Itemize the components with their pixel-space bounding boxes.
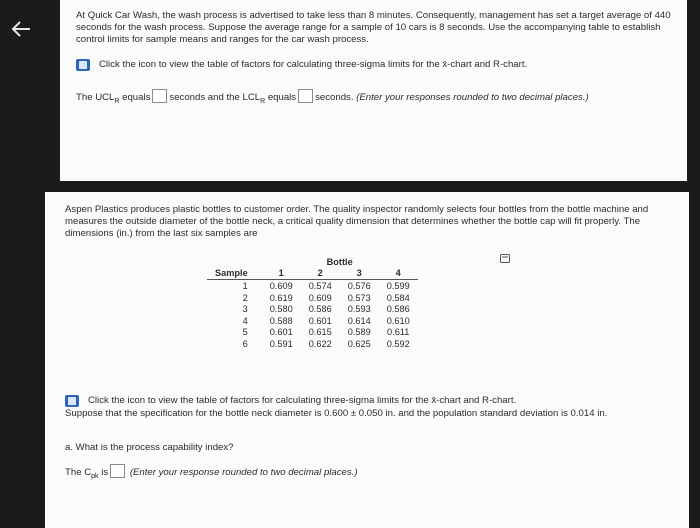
- measurement-cell: 0.609: [308, 292, 332, 303]
- lcl-subscript: R: [260, 97, 266, 105]
- bottle-data-table: [207, 256, 418, 350]
- bottle-col-header: 3: [356, 268, 362, 279]
- sample-number: 5: [242, 327, 248, 338]
- measurement-cell: 0.619: [269, 292, 293, 303]
- measurement-cell: 0.586: [308, 304, 332, 315]
- factors-table-icon[interactable]: [76, 59, 90, 71]
- part-a-question: a. What is the process capability index?: [65, 442, 234, 453]
- problem1-note: (Enter your responses rounded to two decimal places.): [356, 92, 589, 103]
- problem1-panel: [60, 0, 687, 181]
- problem2-panel: [45, 192, 689, 528]
- bottle-group-header: Bottle: [326, 256, 353, 267]
- measurement-cell: 0.622: [308, 338, 332, 349]
- measurement-cell: 0.580: [269, 304, 293, 315]
- measurement-cell: 0.573: [347, 292, 371, 303]
- measurement-cell: 0.589: [347, 327, 371, 338]
- bottle-col-header: 2: [317, 268, 323, 279]
- cpk-subscript: pk: [91, 472, 99, 480]
- measurement-cell: 0.601: [269, 327, 293, 338]
- problem1-factors-row[interactable]: [76, 59, 675, 71]
- measurement-cell: 0.586: [386, 304, 410, 315]
- problem2-intro: Aspen Plastics produces plastic bottles to customer order. The quality inspector randomly selects four bottles from the bottle machine and measures the outside diameter of the bottle neck, a critical quality dimension that determines whether the bottle cap will fit properly. The dimensions (in.) from the last six samples are: [65, 204, 649, 239]
- lcl-r-input[interactable]: [298, 89, 313, 103]
- cpk-note: (Enter your response rounded to two decimal places.): [129, 467, 358, 478]
- lcl-label: seconds and the LCL: [169, 92, 261, 103]
- measurement-cell: 0.615: [308, 327, 332, 338]
- ucl-r-input[interactable]: [152, 89, 167, 103]
- measurement-cell: 0.599: [386, 280, 410, 291]
- measurement-cell: 0.601: [308, 315, 332, 326]
- sample-number: 4: [242, 315, 248, 326]
- measurement-cell: 0.611: [387, 327, 410, 338]
- equals-text-1: equals: [122, 92, 151, 103]
- measurement-cell: 0.591: [269, 338, 293, 349]
- measurement-cell: 0.593: [347, 304, 371, 315]
- table-row: [207, 327, 418, 339]
- cpk-question: [65, 464, 358, 483]
- problem2-factors-link[interactable]: Click the icon to view the table of factors for calculating three-sigma limits for the x̄-chart and R-chart.: [88, 395, 517, 406]
- copy-table-icon[interactable]: [500, 254, 510, 263]
- sample-number: 1: [242, 280, 248, 291]
- bottle-col-header: 1: [278, 268, 284, 279]
- measurement-cell: 0.609: [269, 280, 293, 291]
- table-row: [207, 303, 418, 315]
- measurement-cell: 0.625: [347, 338, 371, 349]
- cpk-input[interactable]: [110, 464, 125, 478]
- measurement-cell: 0.574: [308, 280, 332, 291]
- sample-number: 3: [242, 304, 248, 315]
- back-arrow-icon[interactable]: [8, 16, 34, 42]
- factors-table-icon[interactable]: [65, 395, 79, 407]
- table-row: [207, 338, 418, 350]
- problem1-factors-link[interactable]: Click the icon to view the table of factors for calculating three-sigma limits for the x̄-chart and R-chart.: [99, 59, 528, 70]
- sample-header: Sample: [215, 268, 248, 279]
- measurement-cell: 0.610: [386, 315, 410, 326]
- problem1-intro: At Quick Car Wash, the wash process is advertised to take less than 8 minutes. Consequently, management has set a target average of 440 seconds for the wash process. Suppose the average range for a sample of 10 cars is 8 seconds. Use the accompanying table to establish control limits for sample means and ranges for the car wash process.: [76, 10, 671, 45]
- table-row: [207, 292, 418, 304]
- ucl-label: The UCL: [76, 92, 115, 103]
- bottle-col-header: 4: [395, 268, 401, 279]
- measurement-cell: 0.614: [347, 315, 371, 326]
- seconds-text: seconds.: [315, 92, 354, 103]
- problem2-factors-row[interactable]: [65, 395, 516, 407]
- problem1-question: [76, 89, 675, 108]
- ucl-subscript: R: [114, 97, 120, 105]
- measurement-cell: 0.584: [386, 292, 410, 303]
- table-row: [207, 315, 418, 327]
- table-spacer: [207, 256, 262, 268]
- measurement-cell: 0.576: [347, 280, 371, 291]
- sample-number: 2: [242, 292, 248, 303]
- equals-text-2: equals: [267, 92, 297, 103]
- table-row: [207, 280, 418, 292]
- measurement-cell: 0.588: [269, 315, 293, 326]
- sample-number: 6: [242, 338, 248, 349]
- cpk-label: The C: [65, 467, 92, 478]
- measurement-cell: 0.592: [386, 338, 410, 349]
- specification-text: Suppose that the specification for the bottle neck diameter is 0.600 ± 0.050 in. and the population standard deviation is 0.014 in.: [65, 408, 608, 419]
- cpk-is-text: is: [101, 467, 109, 478]
